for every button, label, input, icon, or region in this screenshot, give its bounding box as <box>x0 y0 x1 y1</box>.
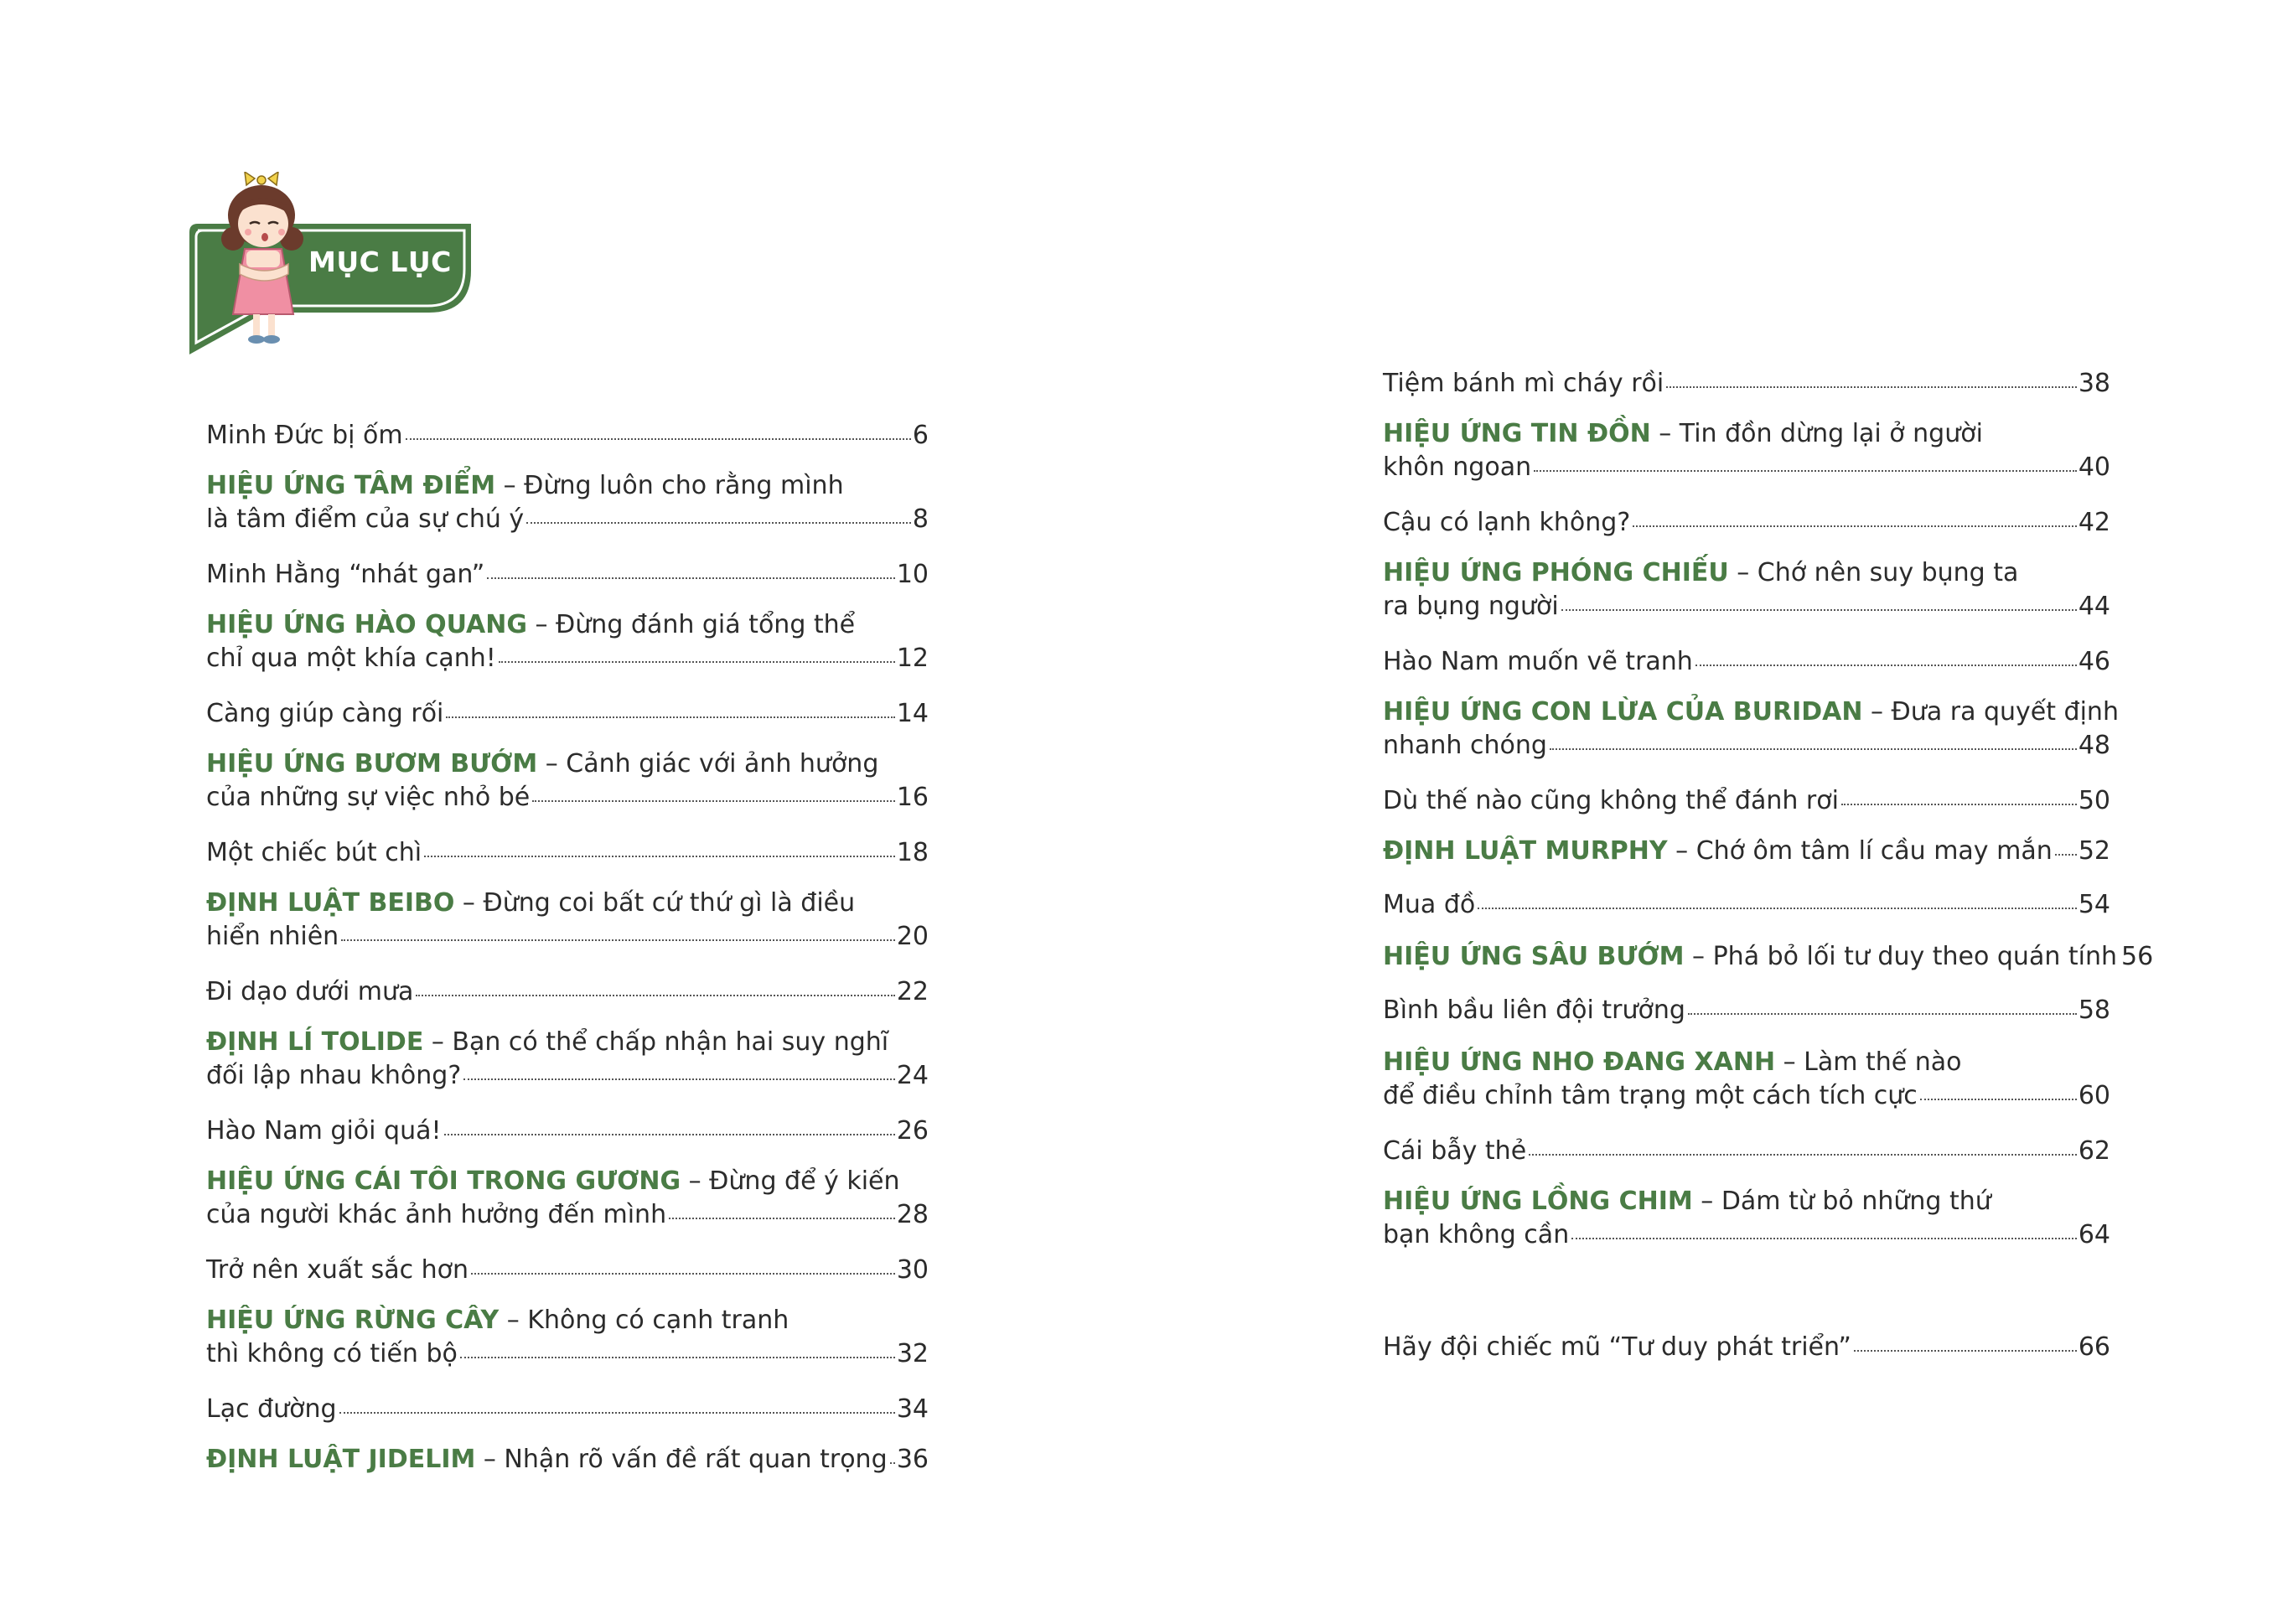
dot-leader <box>1695 665 2077 666</box>
toc-page-number: 36 <box>896 1445 929 1474</box>
toc-entry[interactable] <box>206 1304 929 1371</box>
toc-entry-line <box>206 642 929 675</box>
toc-entry-line <box>1383 645 2110 679</box>
toc-entry-line <box>1383 1046 2110 1079</box>
toc-entry-text: bạn không cần <box>1383 1220 1570 1249</box>
toc-entry[interactable] <box>1383 556 2110 623</box>
toc-entry-text: – Đừng luôn cho rằng mình <box>495 471 844 500</box>
dot-leader <box>416 995 894 996</box>
toc-entry-line <box>206 1393 929 1426</box>
toc-entry-line <box>206 558 929 592</box>
toc-header-badge <box>184 172 486 365</box>
toc-entry-line <box>206 887 929 920</box>
toc-entry-text: – Cảnh giác với ảnh hưởng <box>537 749 879 778</box>
toc-entry-keyword: HIỆU ỨNG CÁI TÔI TRONG GƯƠNG <box>206 1166 681 1196</box>
toc-entry[interactable] <box>1383 1185 2110 1252</box>
toc-entry-keyword: HIỆU ỨNG NHO ĐANG XANH <box>1383 1047 1776 1077</box>
toc-page-number: 46 <box>2078 647 2110 676</box>
toc-page-number: 66 <box>2078 1332 2110 1362</box>
dot-leader <box>444 1134 895 1135</box>
dot-leader <box>1478 908 2077 909</box>
toc-entry-keyword: HIỆU ỨNG PHÓNG CHIẾU <box>1383 558 1729 587</box>
toc-page-number: 54 <box>2078 890 2110 919</box>
toc-entry-text: Cái bẫy thẻ <box>1383 1136 1527 1166</box>
toc-entry-line <box>206 1304 929 1337</box>
toc-entry-line <box>206 747 929 781</box>
dot-leader <box>890 1462 895 1464</box>
toc-entry-line <box>206 1059 929 1093</box>
toc-entry-text: – Tin đồn dừng lại ở người <box>1650 419 1983 448</box>
toc-entry-keyword: HIỆU ỨNG TIN ĐỒN <box>1383 419 1651 448</box>
toc-entry-text: Minh Hằng “nhát gan” <box>206 560 485 589</box>
toc-entry[interactable] <box>206 419 929 453</box>
toc-page-number: 28 <box>896 1200 929 1229</box>
toc-entry[interactable] <box>206 608 929 675</box>
toc-entry-text: Mua đồ <box>1383 890 1476 919</box>
toc-entry[interactable] <box>1383 1046 2110 1113</box>
dot-leader <box>1688 1013 2077 1015</box>
toc-page-number: 44 <box>2078 592 2110 621</box>
toc-entry-text: Tiệm bánh mì cháy rồi <box>1383 369 1664 398</box>
toc-entry-line <box>1383 1331 2110 1364</box>
toc-entry-text: – Dám từ bỏ những thứ <box>1692 1187 1991 1216</box>
toc-entry[interactable] <box>1383 506 2110 540</box>
toc-entry[interactable] <box>206 747 929 815</box>
toc-entry-line <box>1383 556 2110 590</box>
dot-leader <box>1841 804 2077 805</box>
toc-entry-text: Minh Đức bị ốm <box>206 421 403 450</box>
toc-entry[interactable] <box>1383 835 2110 868</box>
dot-leader <box>1920 1099 2077 1100</box>
dot-leader <box>499 661 895 663</box>
toc-entry[interactable] <box>206 836 929 870</box>
toc-entry-text: Lạc đường <box>206 1394 337 1424</box>
toc-entry-keyword: HIỆU ỨNG TÂM ĐIỂM <box>206 471 496 500</box>
toc-entry[interactable] <box>1383 1331 2110 1364</box>
toc-entry[interactable] <box>206 1165 929 1232</box>
toc-entry-line <box>206 1443 929 1477</box>
toc-entry-line <box>206 419 929 453</box>
toc-entry-line <box>206 1026 929 1059</box>
toc-entry-line <box>1383 835 2110 868</box>
toc-page-number: 16 <box>896 783 929 812</box>
dot-leader <box>463 1078 895 1080</box>
dot-leader <box>526 522 911 524</box>
toc-entry-line <box>206 1165 929 1198</box>
toc-entry-text: Hào Nam muốn vẽ tranh <box>1383 647 1693 676</box>
toc-page-number: 50 <box>2078 786 2110 815</box>
toc-entry-line <box>206 503 929 536</box>
toc-entry-keyword: HIỆU ỨNG BƯƠM BƯỚM <box>206 749 538 778</box>
toc-entry-keyword: ĐỊNH LUẬT BEIBO <box>206 888 455 918</box>
dot-leader <box>460 1357 895 1358</box>
toc-entry[interactable] <box>206 697 929 731</box>
toc-entry-text: – Chớ nên suy bụng ta <box>1728 558 2019 587</box>
toc-entry[interactable] <box>206 1254 929 1287</box>
dot-leader <box>1561 609 2077 611</box>
toc-page-number: 20 <box>896 922 929 951</box>
toc-page-number: 6 <box>912 421 929 450</box>
toc-entry-text: hiển nhiên <box>206 922 339 951</box>
toc-entry[interactable] <box>1383 645 2110 679</box>
toc-entry-text: thì không có tiến bộ <box>206 1339 458 1368</box>
toc-entry-text: Hãy đội chiếc mũ “Tư duy phát triển” <box>1383 1332 1851 1362</box>
toc-page-number: 10 <box>896 560 929 589</box>
toc-entry[interactable] <box>206 1026 929 1093</box>
dot-leader <box>1571 1238 2077 1239</box>
toc-page-number: 26 <box>896 1116 929 1146</box>
toc-entry-text: – Làm thế nào <box>1775 1047 1962 1077</box>
dot-leader <box>339 1412 895 1414</box>
dot-leader <box>471 1273 895 1275</box>
toc-entry-text: Cậu có lạnh không? <box>1383 508 1631 537</box>
toc-entry-text: Càng giúp càng rối <box>206 699 444 728</box>
toc-entry-line <box>1383 1218 2110 1252</box>
toc-entry-text: – Bạn có thể chấp nhận hai suy nghĩ <box>423 1027 889 1057</box>
right-page <box>1142 0 2283 1624</box>
toc-entry-text: – Đừng coi bất cứ thứ gì là điều <box>454 888 856 918</box>
toc-entry-text: Một chiếc bút chì <box>206 838 422 867</box>
toc-entry-text: – Chớ ôm tâm lí cầu may mắn <box>1667 836 2053 866</box>
toc-entry-text: khôn ngoan <box>1383 453 1532 482</box>
toc-entry-line <box>1383 888 2110 922</box>
toc-entry[interactable] <box>1383 888 2110 922</box>
toc-entry-line <box>206 697 929 731</box>
toc-entry-keyword: HIỆU ỨNG LỒNG CHIM <box>1383 1187 1693 1216</box>
toc-entry-line <box>1383 367 2110 401</box>
toc-page-number: 52 <box>2078 836 2110 866</box>
toc-entry-text: – Đừng để ý kiến <box>681 1166 900 1196</box>
toc-page-number: 32 <box>896 1339 929 1368</box>
toc-entry-line <box>1383 696 2119 729</box>
dot-leader <box>669 1218 895 1219</box>
dot-leader <box>1666 386 2077 388</box>
toc-entry[interactable] <box>1383 696 2119 763</box>
toc-page-number: 48 <box>2078 731 2110 760</box>
dot-leader <box>532 800 895 802</box>
toc-entry-line <box>1383 994 2110 1027</box>
toc-entry[interactable] <box>206 1393 929 1426</box>
toc-entry-line <box>206 608 929 642</box>
toc-page-number: 8 <box>912 504 929 534</box>
toc-entry-line <box>206 469 929 503</box>
dot-leader <box>487 577 895 579</box>
toc-entry[interactable] <box>206 469 929 536</box>
toc-entry-text: Dù thế nào cũng không thể đánh rơi <box>1383 786 1839 815</box>
toc-entry[interactable] <box>206 887 929 954</box>
toc-entry-keyword: ĐỊNH LUẬT JIDELIM <box>206 1445 476 1474</box>
toc-page-number: 62 <box>2078 1136 2110 1166</box>
toc-entry-text: nhanh chóng <box>1383 731 1547 760</box>
toc-entry[interactable] <box>1383 940 2154 974</box>
toc-entry-text: – Đưa ra quyết định <box>1862 697 2119 727</box>
toc-entry-line <box>1383 1135 2110 1168</box>
dot-leader <box>406 438 911 440</box>
toc-entry-line <box>206 920 929 954</box>
toc-page-number: 12 <box>896 644 929 673</box>
toc-entry[interactable] <box>206 1115 929 1148</box>
toc-entry-text: Trở nên xuất sắc hơn <box>206 1255 469 1285</box>
toc-entry-line <box>1383 451 2110 484</box>
toc-entry-text: Hào Nam giỏi quá! <box>206 1116 442 1146</box>
toc-page-number: 56 <box>2121 942 2154 971</box>
toc-entry[interactable] <box>206 1443 929 1477</box>
toc-entry[interactable] <box>1383 1135 2110 1168</box>
toc-page-number: 30 <box>896 1255 929 1285</box>
toc-page-number: 18 <box>896 838 929 867</box>
toc-entry-line <box>1383 1079 2110 1113</box>
dot-leader <box>1529 1154 2077 1156</box>
toc-entry-text: – Nhận rõ vấn đề rất quan trọng <box>475 1445 888 1474</box>
toc-entry[interactable] <box>1383 417 2110 484</box>
toc-page-number: 42 <box>2078 508 2110 537</box>
toc-entry-line <box>1383 590 2110 623</box>
toc-entry-line <box>206 836 929 870</box>
toc-entry-text: – Đừng đánh giá tổng thể <box>526 610 856 639</box>
toc-page-number: 60 <box>2078 1081 2110 1110</box>
toc-page-number: 38 <box>2078 369 2110 398</box>
toc-entry-line <box>1383 417 2110 451</box>
toc-entry-text: – Phá bỏ lối tư duy theo quán tính <box>1684 942 2118 971</box>
toc-entry-keyword: ĐỊNH LÍ TOLIDE <box>206 1027 424 1057</box>
dot-leader <box>424 856 895 857</box>
toc-entry-text: của những sự việc nhỏ bé <box>206 783 531 812</box>
toc-entry-keyword: HIỆU ỨNG RỪNG CÂY <box>206 1306 500 1335</box>
dot-leader <box>341 939 895 941</box>
toc-entry[interactable] <box>1383 784 2110 818</box>
toc-entry-line <box>1383 1185 2110 1218</box>
toc-entry-keyword: HIỆU ỨNG CON LỪA CỦA BURIDAN <box>1383 697 1863 727</box>
toc-entry-keyword: HIỆU ỨNG SÂU BƯỚM <box>1383 942 1685 971</box>
toc-entry[interactable] <box>206 558 929 592</box>
toc-entry-line <box>206 1337 929 1371</box>
toc-entry-text: Bình bầu liên đội trưởng <box>1383 996 1685 1025</box>
toc-entry-keyword: HIỆU ỨNG HÀO QUANG <box>206 610 527 639</box>
toc-entry-text: đối lập nhau không? <box>206 1061 462 1090</box>
toc-entry[interactable] <box>1383 367 2110 401</box>
dot-leader <box>1534 470 2077 472</box>
toc-page-number: 34 <box>896 1394 929 1424</box>
dot-leader <box>2055 854 2077 856</box>
dot-leader <box>446 716 894 718</box>
toc-page-number: 22 <box>896 977 929 1006</box>
toc-entry-line <box>206 781 929 815</box>
toc-page-number: 24 <box>896 1061 929 1090</box>
toc-page-number: 14 <box>896 699 929 728</box>
toc-page-number: 64 <box>2078 1220 2110 1249</box>
toc-entry[interactable] <box>1383 994 2110 1027</box>
toc-entry-line <box>206 975 929 1009</box>
page-title: MỤC LỤC <box>308 246 452 278</box>
toc-entry-text: của người khác ảnh hưởng đến mình <box>206 1200 667 1229</box>
toc-entry-line <box>1383 784 2110 818</box>
toc-entry-line <box>206 1254 929 1287</box>
toc-entry-text: Đi dạo dưới mưa <box>206 977 414 1006</box>
toc-entry[interactable] <box>206 975 929 1009</box>
toc-page-number: 40 <box>2078 453 2110 482</box>
toc-entry-line <box>206 1198 929 1232</box>
toc-entry-text: chỉ qua một khía cạnh! <box>206 644 496 673</box>
toc-entry-line <box>1383 729 2110 763</box>
toc-entry-text: là tâm điểm của sự chú ý <box>206 504 525 534</box>
toc-entry-text: – Không có cạnh tranh <box>499 1306 789 1335</box>
toc-entry-text: ra bụng người <box>1383 592 1559 621</box>
toc-entry-text: để điều chỉnh tâm trạng một cách tích cực <box>1383 1081 1918 1110</box>
toc-page-number: 58 <box>2078 996 2110 1025</box>
dot-leader <box>1854 1350 2077 1352</box>
dot-leader <box>1633 525 2077 527</box>
toc-entry-line <box>206 1115 929 1148</box>
toc-entry-line <box>1383 940 2154 974</box>
toc-entry-line <box>1383 506 2110 540</box>
dot-leader <box>1550 748 2077 750</box>
toc-entry-keyword: ĐỊNH LUẬT MURPHY <box>1383 836 1668 866</box>
